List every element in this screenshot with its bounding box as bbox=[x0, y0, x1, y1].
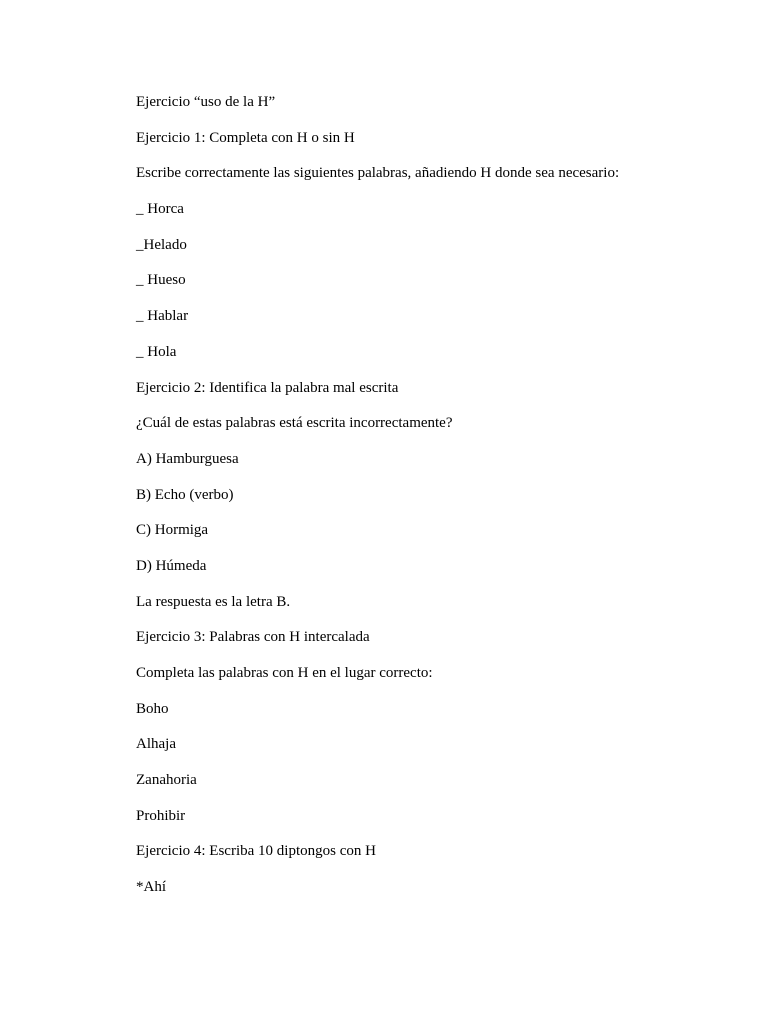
exercise-1-item: _ Hueso bbox=[136, 272, 186, 289]
exercise-2-question: ¿Cuál de estas palabras está escrita incorrectamente? bbox=[136, 415, 453, 432]
exercise-1-item: _ Hola bbox=[136, 343, 177, 360]
exercise-2-option: D) Húmeda bbox=[136, 557, 207, 574]
document-body bbox=[136, 91, 696, 912]
exercise-3-item: Zanahoria bbox=[136, 772, 197, 789]
exercise-4-item: *Ahí bbox=[136, 879, 166, 896]
exercise-3-instruction: Completa las palabras con H en el lugar correcto: bbox=[136, 665, 433, 681]
exercise-3-item: Prohibir bbox=[136, 807, 186, 824]
exercise-1-item: _ Horca bbox=[136, 201, 184, 218]
exercise-2-answer: La respuesta es la letra B. bbox=[136, 593, 291, 610]
exercise-2-heading: Ejercicio 2: Identifica la palabra mal escrita bbox=[136, 379, 399, 396]
exercise-1-item: _ Hablar bbox=[136, 308, 189, 325]
exercise-3-heading: Ejercicio 3: Palabras con H intercalada bbox=[136, 629, 370, 646]
exercise-1-instruction: Escribe correctamente las siguientes palabras, añadiendo H donde sea necesario: bbox=[136, 165, 620, 182]
exercise-4-heading: Ejercicio 4: Escriba 10 diptongos con H bbox=[136, 843, 376, 860]
exercise-3-item: Boho bbox=[136, 700, 169, 717]
exercise-2-option: C) Hormiga bbox=[136, 522, 209, 539]
exercise-1-heading: Ejercicio 1: Completa con H o sin H bbox=[136, 129, 355, 146]
document-title: Ejercicio “uso de la H” bbox=[136, 94, 276, 110]
exercise-2-option: A) Hamburguesa bbox=[136, 450, 239, 467]
exercise-1-item: _Helado bbox=[136, 236, 187, 253]
exercise-3-item: Alhaja bbox=[136, 736, 176, 753]
exercise-2-option: B) Echo (verbo) bbox=[136, 486, 234, 503]
